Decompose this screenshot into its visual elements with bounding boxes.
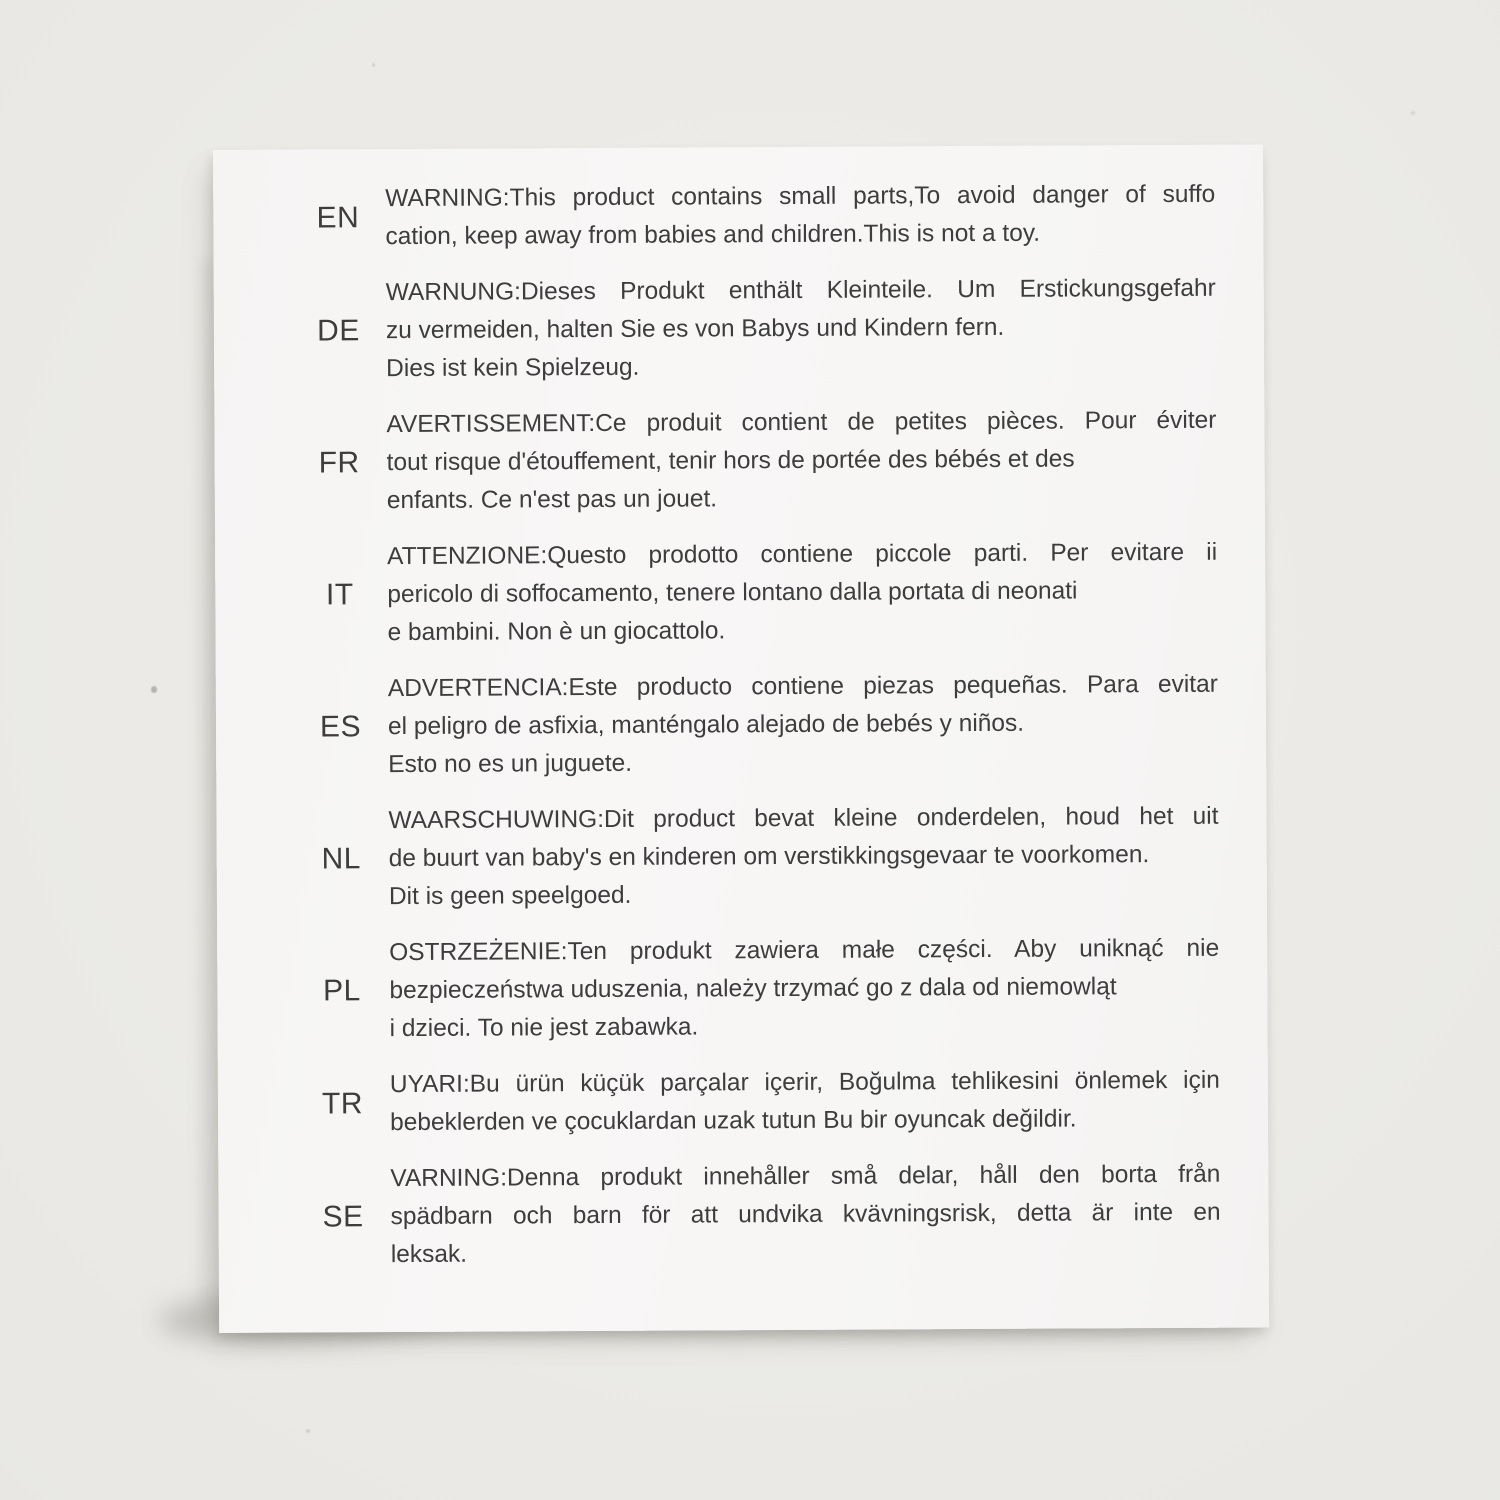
dust-speck [1411, 111, 1415, 115]
warning-section-de [301, 270, 1265, 389]
warning-text-line: UYARI:Bu ürün küçük parçalar içerir, Boğulma tehlikesini önlemek için [389, 1066, 1220, 1099]
warning-text-block [390, 1062, 1220, 1142]
warning-text-line: e bambini. Non è un giocattolo. [387, 617, 726, 647]
warning-text-block [386, 402, 1217, 520]
warning-text-line: cation, keep away from babies and children.This is not a toy. [385, 219, 1041, 251]
warning-text-line: spädbarn och barn för att undvika kvävningsrisk, detta är inte en [390, 1198, 1221, 1231]
warning-text-line: WAARSCHUWING:Dit product bevat kleine onderdelen, houd het uit [388, 802, 1219, 835]
warning-section-tr [305, 1061, 1268, 1142]
warning-text-line: AVERTISSEMENT:Ce produit contient de petites pièces. Pour éviter [386, 406, 1217, 439]
dust-speck [372, 63, 375, 67]
warning-section-fr [301, 401, 1265, 520]
language-code-se: SE [322, 1200, 364, 1234]
warning-text-line: Dit is geen speelgoed. [388, 881, 632, 911]
warning-text-line: enfants. Ce n'est pas un jouet. [386, 485, 718, 515]
warning-text-line: tout risque d'étouffement, tenir hors de portée des bébés et des [386, 445, 1075, 477]
warning-text-line: zu vermeiden, halten Sie es von Babys und Kindern fern. [385, 313, 1005, 345]
language-code-nl: NL [321, 842, 361, 876]
warning-text-block [386, 270, 1217, 388]
warning-section-nl [303, 797, 1267, 916]
warning-text-line: Dies ist kein Spielzeug. [386, 353, 640, 383]
warning-section-en [300, 176, 1263, 257]
language-code-tr: TR [321, 1087, 364, 1121]
warning-section-it [302, 533, 1266, 652]
language-code-en: EN [316, 201, 360, 235]
language-code-fr: FR [318, 446, 360, 480]
warning-text-line: OSTRZEŻENIE:Ten produkt zawiera małe części. Aby uniknąć nie [389, 934, 1220, 967]
paper-left-shadow [203, 260, 215, 1310]
label-sections [300, 176, 1269, 1275]
warning-text-line: i dzieci. To nie jest zabawka. [389, 1013, 699, 1043]
language-code-es: ES [319, 710, 362, 744]
warning-text-block [385, 176, 1215, 256]
warning-text-block [389, 930, 1220, 1048]
warning-text-line: ATTENZIONE:Questo prodotto contiene piccole parti. Per evitare ii [387, 538, 1218, 571]
warning-text-block [390, 1156, 1221, 1274]
warning-section-pl [304, 929, 1268, 1048]
dust-speck [306, 1429, 310, 1433]
language-code-de: DE [317, 314, 360, 348]
warning-text-line: VARNING:Denna produkt innehåller små delar, håll den borta från [390, 1160, 1221, 1193]
warning-text-line: Esto no es un juguete. [388, 749, 633, 779]
warning-text-line: el peligro de asfixia, manténgalo alejado de bebés y niños. [387, 709, 1025, 741]
warning-text-line: ADVERTENCIA:Este producto contiene piezas pequeñas. Para evitar [387, 670, 1218, 703]
warning-text-line: de buurt van baby's en kinderen om verstikkingsgevaar te voorkomen. [388, 841, 1150, 873]
warning-text-block [388, 798, 1219, 916]
warning-text-line: bebeklerden ve çocuklardan uzak tutun Bu bir oyuncak değildir. [390, 1105, 1077, 1137]
warning-text-block [387, 534, 1218, 652]
warning-section-es [303, 665, 1267, 784]
language-code-pl: PL [322, 974, 361, 1008]
warning-text-block [388, 666, 1219, 784]
language-code-it: IT [325, 578, 354, 612]
warning-text-line: leksak. [390, 1240, 468, 1269]
warning-label-paper [213, 145, 1269, 1333]
warning-section-se [305, 1155, 1269, 1274]
warning-text-line: WARNUNG:Dieses Produkt enthält Kleinteile. Um Erstickungsgefahr [385, 274, 1216, 307]
warning-text-line: pericolo di soffocamento, tenere lontano dalla portata di neonati [387, 577, 1078, 609]
warning-text-line: WARNING:This product contains small parts,To avoid danger of suffo [385, 180, 1216, 213]
dust-speck [151, 686, 157, 693]
warning-text-line: bezpieczeństwa uduszenia, należy trzymać go z dala od niemowląt [389, 973, 1117, 1005]
